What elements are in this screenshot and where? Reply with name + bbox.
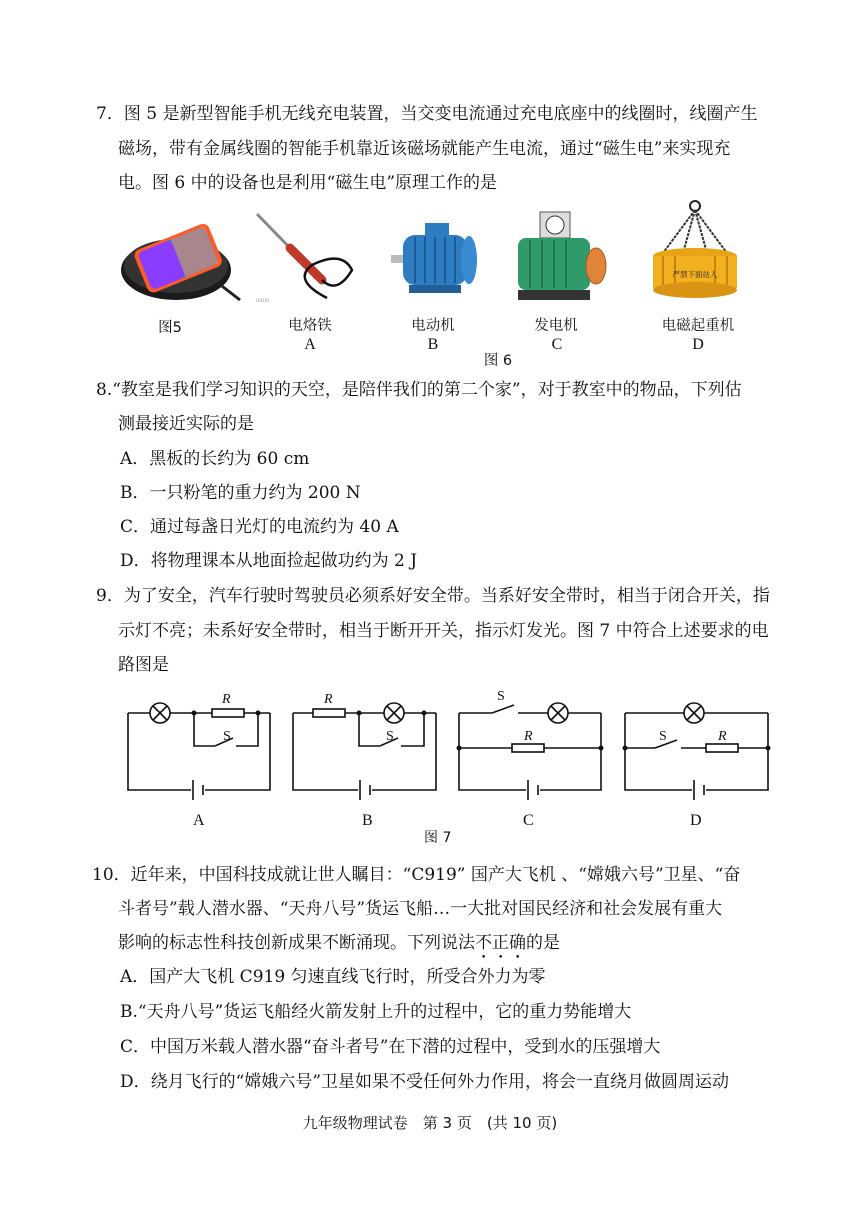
- q9-text-line1: 9．为了安全，汽车行驶时驾驶员必须系好安全带。当系好安全带时，相当于闭合开关，指: [96, 586, 770, 606]
- switch-label-d: S: [659, 729, 667, 744]
- q10-text-line3: [118, 932, 560, 963]
- q8-text-line2: 测最接近实际的是: [118, 414, 254, 434]
- electric-motor-image: [385, 215, 485, 305]
- q8-option-b: B．一只粉笔的重力约为 200 N: [120, 483, 361, 503]
- resistor-label-d: R: [718, 729, 727, 744]
- circuit-letter-d: D: [690, 812, 702, 829]
- circuit-a: [128, 703, 270, 800]
- resistor-label-c: R: [524, 729, 533, 744]
- circuit-letter-b: B: [362, 812, 373, 829]
- q10-option-c: C．中国万米载人潜水器“奋斗者号”在下潜的过程中，受到水的压强增大: [120, 1037, 661, 1057]
- switch-label-b: S: [386, 729, 394, 744]
- device-letter-b: B: [427, 336, 439, 353]
- q8-option-d: D．将物理课本从地面捡起做功约为 2 J: [120, 551, 418, 571]
- device-letter-d: D: [692, 336, 704, 353]
- q10-text-line1: 10．近年来，中国科技成就让世人瞩目：“C919” 国产大飞机 、“嫦娥六号”卫星、“奋: [92, 865, 741, 885]
- q9-text-line3: 路图是: [118, 655, 169, 675]
- switch-label-a: S: [223, 729, 231, 744]
- q8-option-c: C．通过每盏日光灯的电流约为 40 A: [120, 517, 399, 537]
- fig6-caption: 图 6: [483, 353, 513, 369]
- q10-option-b: B.“天舟八号”货运飞船经火箭发射上升的过程中，它的重力势能增大: [120, 1002, 632, 1022]
- q8-option-a: A．黑板的长约为 60 cm: [120, 449, 310, 469]
- electromagnetic-crane-image: [643, 198, 748, 308]
- q7-text-line2: 磁场，带有金属线圈的智能手机靠近该磁场就能产生电流，通过“磁生电”来实现充: [118, 139, 731, 159]
- device-name-c: 发电机: [534, 318, 578, 334]
- circuit-d: [625, 703, 768, 800]
- switch-label-c: S: [497, 689, 505, 704]
- q10-text-line2: 斗者号”载人潜水器、“天舟八号”货运飞船…一大批对国民经济和社会发展有重大: [118, 899, 723, 919]
- wireless-charger-image: [118, 208, 243, 308]
- circuit-letter-c: C: [523, 812, 534, 829]
- resistor-label-b: R: [324, 692, 333, 707]
- soldering-iron-image: [252, 210, 357, 305]
- circuit-diagrams: [0, 680, 860, 850]
- q9-text-line2: 示灯不亮；未系好安全带时，相当于断开开关，指示灯发光。图 7 中符合上述要求的电: [118, 621, 769, 641]
- fig7-caption: 图 7: [424, 830, 452, 846]
- circuit-letter-a: A: [193, 812, 205, 829]
- device-name-d: 电磁起重机: [661, 318, 735, 334]
- q7-text-line1: 7．图 5 是新型智能手机无线充电装置，当交变电流通过充电底座中的线圈时，线圈产生: [96, 104, 758, 124]
- q10-option-a: A．国产大飞机 C919 匀速直线飞行时，所受合外力为零: [120, 967, 546, 987]
- device-letter-c: C: [551, 336, 563, 353]
- device-letter-a: A: [304, 336, 316, 353]
- q7-text-line3: 电。图 6 中的设备也是利用“磁生电”原理工作的是: [118, 173, 498, 193]
- circuit-c: [459, 703, 601, 800]
- resistor-label-a: R: [222, 692, 231, 707]
- q10-option-d: D．绕月飞行的“嫦娥六号”卫星如果不受任何外力作用，将会一直绕月做圆周运动: [120, 1072, 730, 1092]
- crane-warning-label: 严禁下面站人: [672, 270, 718, 279]
- page-footer: 九年级物理试卷 第 3 页 (共 10 页): [302, 1114, 558, 1132]
- device-name-a: 电烙铁: [288, 318, 332, 334]
- q10-line3-pre: 影响的标志性科技创新成果不断涌现。下列说法: [118, 933, 475, 953]
- svg-text:IIIIIIII: IIIIIIII: [256, 299, 270, 304]
- q10-line3-post: 的是: [526, 933, 560, 953]
- fig5-caption: 图5: [158, 320, 182, 336]
- circuit-b: [293, 703, 436, 800]
- device-name-b: 电动机: [411, 318, 455, 334]
- q10-emphasis-not-correct: 不正确: [475, 933, 526, 953]
- generator-image: [510, 208, 610, 308]
- q8-text-line1: 8.“教室是我们学习知识的天空，是陪伴我们的第二个家”，对于教室中的物品，下列估: [96, 380, 742, 400]
